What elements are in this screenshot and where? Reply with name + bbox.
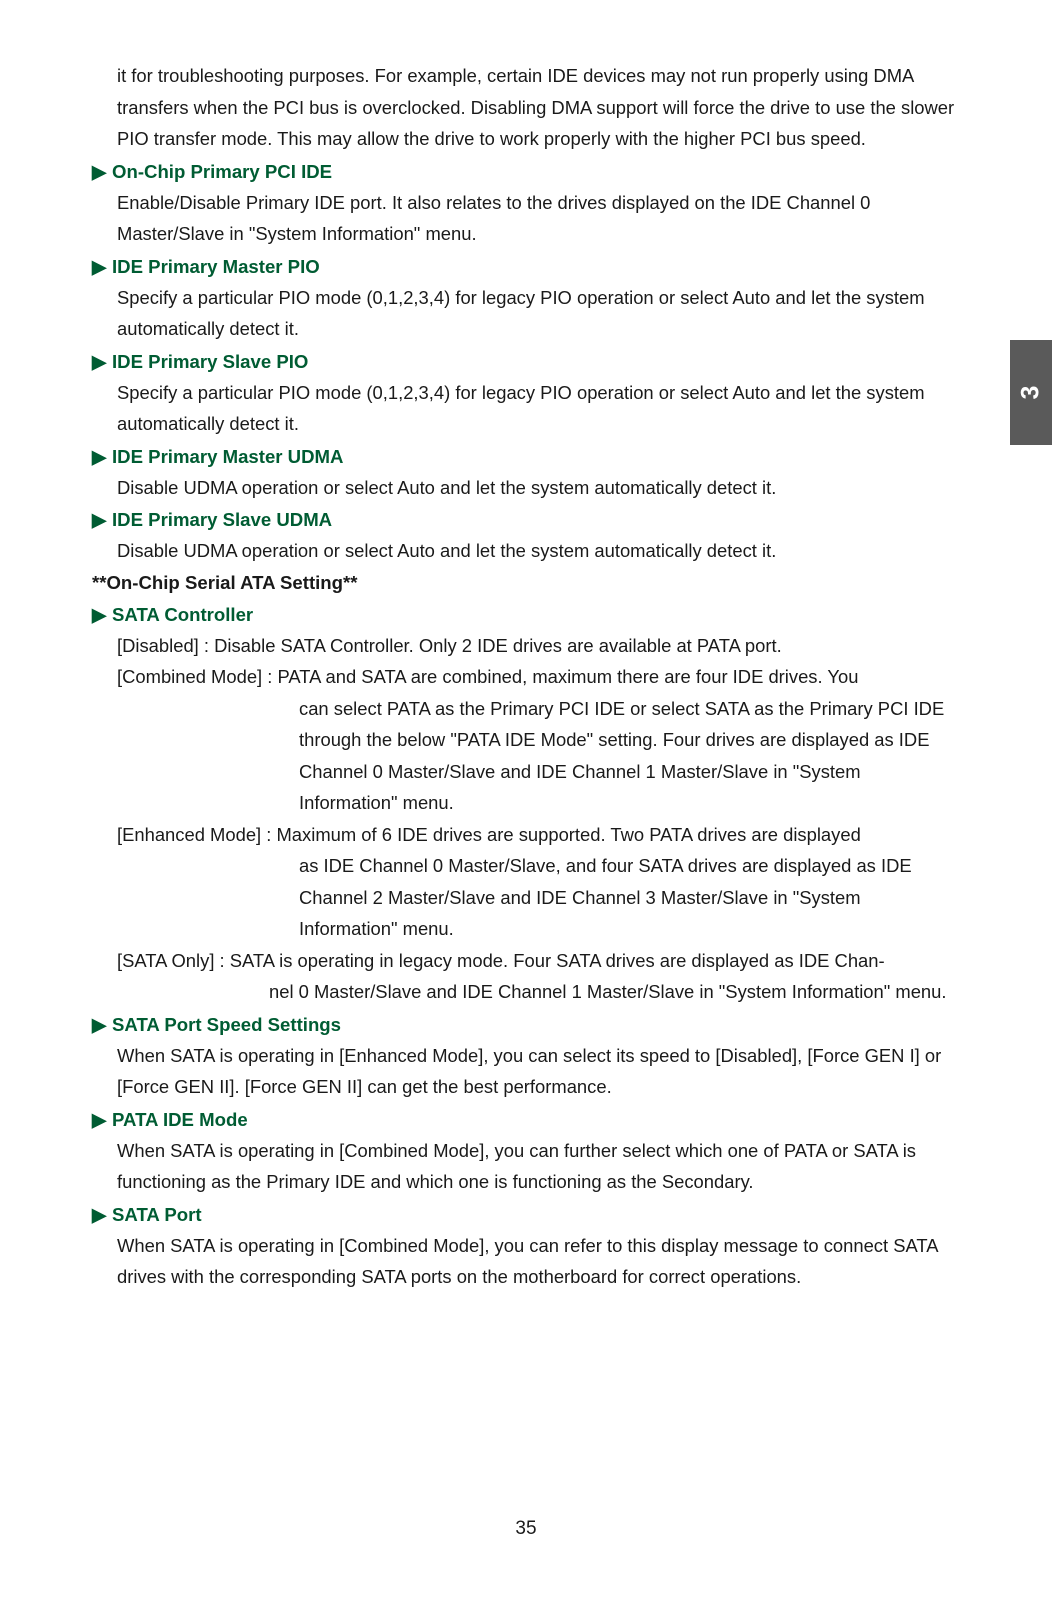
sata-option-label: [Enhanced Mode] : Maximum of 6 IDE drives are supported. Two PATA drives are displayed	[117, 823, 861, 845]
bullet-arrow-icon: ▶	[92, 160, 107, 182]
heading-text: IDE Primary Master UDMA	[112, 445, 344, 467]
section-title-on-chip-serial-ata-setting: **On-Chip Serial ATA Setting**	[92, 571, 358, 593]
bullet-arrow-icon: ▶	[92, 1203, 107, 1225]
sata-option-combined-mode	[92, 661, 957, 819]
bullet-arrow-icon: ▶	[92, 603, 107, 625]
heading-pata-ide-mode	[92, 1104, 957, 1135]
heading-text: IDE Primary Master PIO	[112, 255, 320, 277]
intro-paragraph: it for troubleshooting purposes. For example, certain IDE devices may not run properly using DMA transfers when the PCI bus is overclocked. Disabling DMA support will force the drive to use the slower PIO transfer mode. This may allow the drive to work properly with the higher PCI bus speed.	[117, 65, 955, 149]
body-sata-port-speed-settings: When SATA is operating in [Enhanced Mode], you can select its speed to [Disabled], [Force GEN I] or [Force GEN II]. [Force GEN II] can get the best performance.	[117, 1044, 942, 1097]
body-ide-primary-master-pio: Specify a particular PIO mode (0,1,2,3,4) for legacy PIO operation or select Auto and let the system automatically detect it.	[117, 286, 925, 339]
heading-ide-primary-master-pio	[92, 251, 957, 282]
sata-option-enhanced-mode	[92, 819, 957, 945]
bullet-arrow-icon: ▶	[92, 509, 107, 530]
bullet-arrow-icon: ▶	[92, 255, 107, 277]
sata-option-continuation: can select PATA as the Primary PCI IDE or select SATA as the Primary PCI IDE through the below "PATA IDE Mode" setting. Four drives are displayed as IDE Channel 0 Master/Slave and IDE Channel 1 Master/Slave in "System Information" menu.	[299, 697, 945, 813]
body-sata-port: When SATA is operating in [Combined Mode], you can refer to this display message to connect SATA drives with the corresponding SATA ports on the motherboard for correct operations.	[117, 1234, 938, 1287]
sata-option-sata-only	[92, 945, 957, 1008]
heading-ide-primary-slave-udma	[92, 504, 957, 535]
heading-text: SATA Controller	[112, 603, 254, 625]
heading-text: PATA IDE Mode	[112, 1108, 248, 1130]
heading-text: SATA Port	[112, 1203, 202, 1225]
sata-option-continuation: nel 0 Master/Slave and IDE Channel 1 Master/Slave in "System Information" menu.	[269, 981, 947, 1002]
chapter-tab-label: 3	[1016, 385, 1045, 400]
bullet-arrow-icon: ▶	[92, 1013, 107, 1035]
heading-ide-primary-master-udma	[92, 441, 957, 472]
bullet-arrow-icon: ▶	[92, 350, 107, 372]
heading-text: SATA Port Speed Settings	[112, 1013, 341, 1035]
body-ide-primary-slave-udma: Disable UDMA operation or select Auto and let the system automatically detect it.	[117, 540, 777, 561]
page-number: 35	[515, 1518, 537, 1539]
sata-option-label: [SATA Only] : SATA is operating in legacy mode. Four SATA drives are displayed as IDE Chan-	[117, 949, 885, 971]
heading-sata-controller	[92, 599, 957, 630]
sata-option-label: [Disabled] : Disable SATA Controller. Only 2 IDE drives are available at PATA port.	[117, 634, 782, 656]
bullet-arrow-icon: ▶	[92, 1108, 107, 1130]
body-pata-ide-mode: When SATA is operating in [Combined Mode], you can further select which one of PATA or SATA is functioning as the Primary IDE and which one is functioning as the Secondary.	[117, 1139, 917, 1192]
sata-option-disabled	[92, 630, 957, 662]
heading-sata-port-speed-settings	[92, 1009, 957, 1040]
heading-text: IDE Primary Slave UDMA	[112, 509, 333, 530]
bullet-arrow-icon: ▶	[92, 445, 107, 467]
chapter-tab-marker	[1010, 340, 1052, 445]
heading-text: IDE Primary Slave PIO	[112, 350, 309, 372]
body-ide-primary-slave-pio: Specify a particular PIO mode (0,1,2,3,4) for legacy PIO operation or select Auto and let the system automatically detect it.	[117, 381, 925, 434]
heading-text: On-Chip Primary PCI IDE	[112, 160, 333, 182]
heading-on-chip-primary-pci-ide	[92, 156, 957, 187]
heading-sata-port	[92, 1199, 957, 1230]
body-ide-primary-master-udma: Disable UDMA operation or select Auto and let the system automatically detect it.	[117, 476, 777, 498]
body-on-chip-primary-pci-ide: Enable/Disable Primary IDE port. It also relates to the drives displayed on the IDE Channel 0 Master/Slave in "System Information" menu.	[117, 191, 871, 244]
sata-option-label: [Combined Mode] : PATA and SATA are combined, maximum there are four IDE drives. You	[117, 666, 859, 687]
heading-ide-primary-slave-pio	[92, 346, 957, 377]
sata-option-continuation: as IDE Channel 0 Master/Slave, and four SATA drives are displayed as IDE Channel 2 Master/Slave and IDE Channel 3 Master/Slave in "System Information" menu.	[299, 855, 912, 939]
